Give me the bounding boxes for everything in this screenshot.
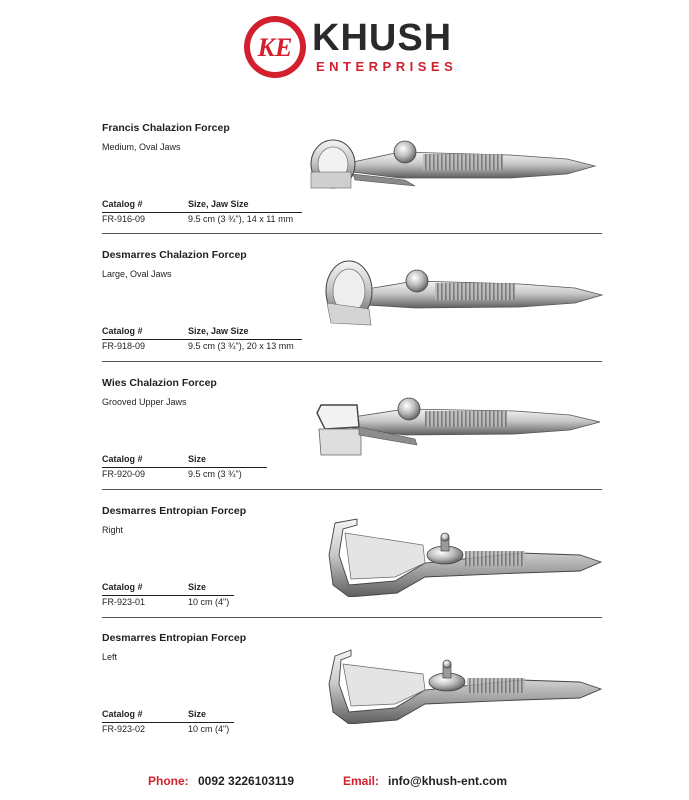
size-header: Size, Jaw Size (188, 199, 249, 209)
catalog-header: Catalog # (102, 454, 143, 464)
francis-forcep-image (305, 122, 605, 202)
size-value: 10 cm (4") (188, 597, 230, 607)
contact-footer (0, 774, 689, 792)
product-title: Desmarres Entropian Forcep (102, 505, 247, 517)
product-subtitle: Medium, Oval Jaws (102, 142, 181, 152)
product-title: Francis Chalazion Forcep (102, 122, 230, 134)
section-divider (102, 233, 602, 234)
emblem-letters: KE (257, 33, 293, 62)
desmarres-chalazion-forcep-image (305, 253, 605, 333)
brand-name: KHUSH (312, 17, 453, 59)
product-wies-chalazion (0, 377, 689, 505)
phone-number[interactable]: 0092 3226103119 (198, 774, 295, 788)
catalog-header: Catalog # (102, 326, 143, 336)
size-header: Size (188, 582, 207, 592)
catalog-number: FR-918-09 (102, 341, 146, 351)
catalog-number: FR-923-02 (102, 724, 146, 734)
brand-logo (242, 14, 458, 82)
ke-emblem-icon (242, 14, 308, 80)
product-desmarres-entropian-right (0, 505, 689, 633)
brand-tagline: ENTERPRISES (316, 59, 458, 74)
product-desmarres-chalazion (0, 249, 689, 377)
product-subtitle: Grooved Upper Jaws (102, 397, 187, 407)
size-value: 10 cm (4") (188, 724, 230, 734)
product-title: Desmarres Chalazion Forcep (102, 249, 247, 261)
email-address[interactable]: info@khush-ent.com (388, 774, 508, 788)
product-francis-chalazion (0, 122, 689, 250)
size-header: Size, Jaw Size (188, 326, 249, 336)
entropian-forcep-left-image (305, 640, 605, 724)
catalog-number: FR-923-01 (102, 597, 146, 607)
product-desmarres-entropian-left (0, 632, 689, 760)
phone-label: Phone: (148, 774, 189, 788)
product-title: Wies Chalazion Forcep (102, 377, 217, 389)
section-divider (102, 617, 602, 618)
catalog-number: FR-920-09 (102, 469, 146, 479)
product-title: Desmarres Entropian Forcep (102, 632, 247, 644)
header-rule (102, 722, 234, 723)
size-value: 9.5 cm (3 ¾"), 14 x 11 mm (188, 214, 294, 224)
product-subtitle: Left (102, 652, 118, 662)
header-rule (102, 467, 267, 468)
wies-forcep-image (305, 379, 605, 459)
catalog-header: Catalog # (102, 709, 143, 719)
catalog-header: Catalog # (102, 199, 143, 209)
catalog-header: Catalog # (102, 582, 143, 592)
entropian-forcep-right-image (305, 513, 605, 597)
size-header: Size (188, 709, 207, 719)
header-rule (102, 595, 234, 596)
catalog-number: FR-916-09 (102, 214, 146, 224)
header-rule (102, 339, 302, 340)
email-label: Email: (343, 774, 380, 788)
header-rule (102, 212, 302, 213)
section-divider (102, 361, 602, 362)
size-header: Size (188, 454, 207, 464)
section-divider (102, 489, 602, 490)
size-value: 9.5 cm (3 ¾"), 20 x 13 mm (188, 341, 294, 351)
product-subtitle: Large, Oval Jaws (102, 269, 172, 279)
product-subtitle: Right (102, 525, 124, 535)
size-value: 9.5 cm (3 ¾") (188, 469, 242, 479)
